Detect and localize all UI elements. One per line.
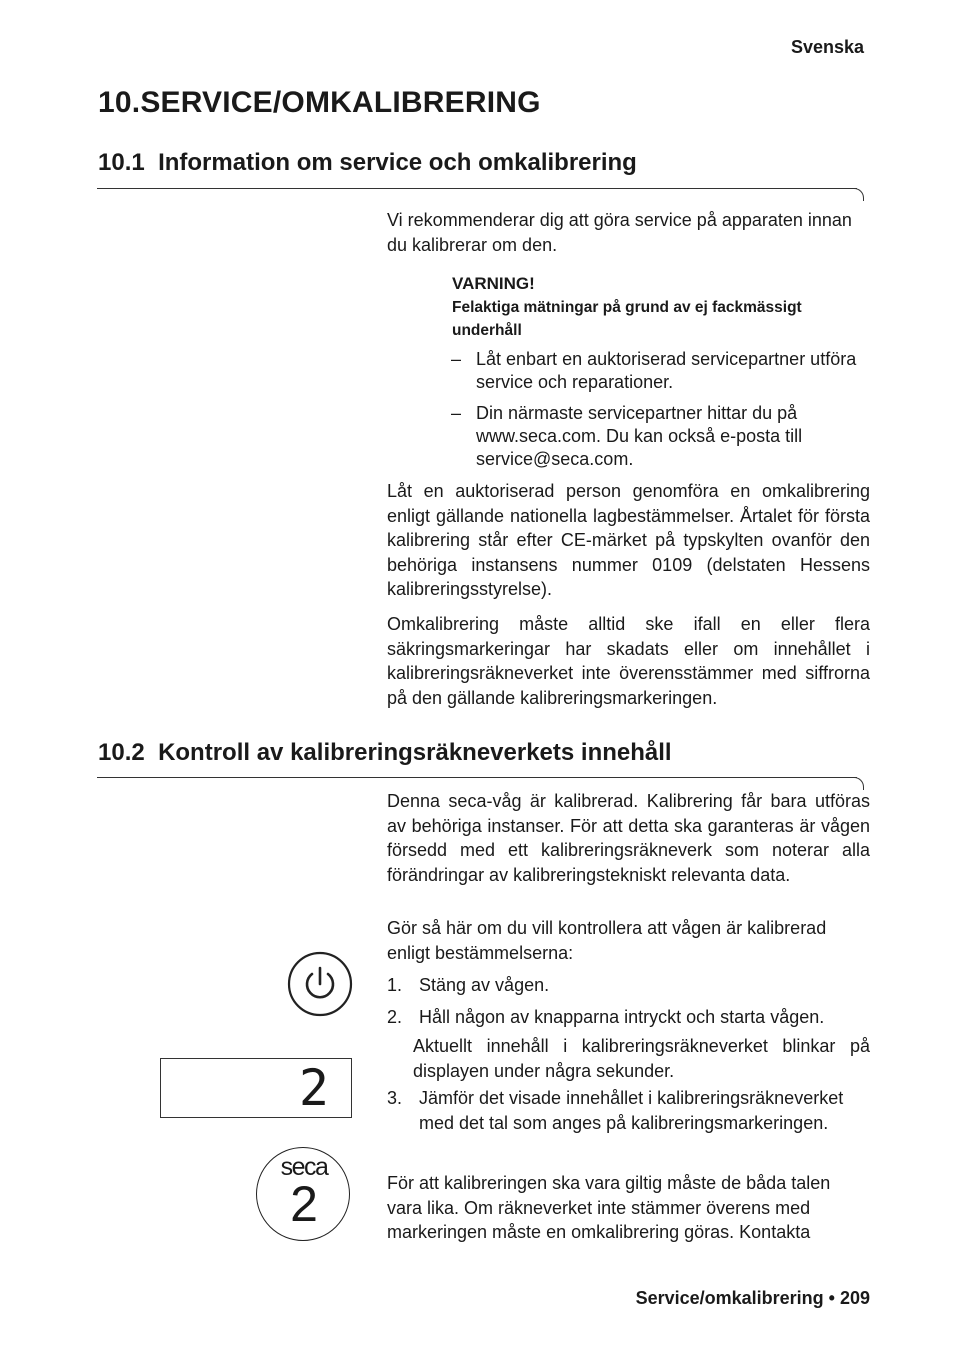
language-label: Svenska: [790, 37, 864, 57]
chapter-number: 10.: [98, 86, 141, 119]
step-text: Håll någon av knapparna intryckt och starta vågen.: [419, 1007, 825, 1027]
bullet-dash: –: [451, 403, 462, 423]
section-1-number: 10.1: [98, 149, 145, 176]
chapter-title-text: SERVICE/OMKALIBRERING: [140, 86, 541, 119]
step-text: Jämför det visade innehållet i kalibreringsräkneverket med det tal som anges på kalibreringsmarkeringen.: [419, 1088, 844, 1133]
section-1-title-text: Information om service och omkalibrering: [158, 149, 637, 176]
section-2-title: [98, 739, 672, 767]
section-2-number: 10.2: [98, 739, 145, 766]
step-item: [387, 1005, 870, 1030]
section-2-title-text: Kontroll av kalibreringsräkneverkets innehåll: [158, 739, 672, 766]
bullet-text: Din närmaste servicepartner hittar du på www.seca.com. Du kan också e-posta till service@seca.com.: [476, 403, 803, 469]
step-2-note: Aktuellt innehåll i kalibreringsräkneverket blinkar på displayen under några sekunder.: [413, 1036, 870, 1081]
step-number: 3.: [387, 1088, 403, 1108]
bullet-dash: –: [451, 349, 462, 369]
display-digit: 2: [298, 1059, 329, 1117]
section-2-paragraph: Denna seca-våg är kalibrerad. Kalibrering får bara utföras av behöriga instanser. För att detta ska garanteras är vågen försedd med ett kalibreringsräkneverk som noterar alla förändringar av kalibreringstekniskt relevanta data.: [387, 791, 870, 885]
seal-number: 2: [290, 1176, 318, 1232]
warning-bullet: [451, 402, 871, 471]
seal-brand: seca: [280, 1153, 328, 1181]
step-text: Stäng av vågen.: [419, 975, 550, 995]
section-1-rule-hook: [853, 188, 864, 201]
chapter-title: [98, 86, 541, 120]
warning-bullet: [451, 348, 871, 394]
section-1-rule: [97, 188, 857, 189]
section-1-paragraph: Låt en auktoriserad person genomföra en omkalibrering enligt gällande nationella lagbestämmelser. Årtalet för första kalibrering står efter CE-märket på typskylten ovanför den behöriga instansens nummer 0109 (delstaten Hessens kalibreringsstyrelse).: [387, 481, 870, 600]
page-footer: Service/omkalibrering • 209: [635, 1288, 870, 1308]
step-number: 1.: [387, 975, 403, 995]
power-button-figure: [287, 951, 353, 1017]
section-2-paragraph: För att kalibreringen ska vara giltig måste de båda talen vara lika. Om räkneverket inte stämmer överens med markeringen måste en omkalibrering göras. Kontakta: [387, 1173, 831, 1243]
bullet-text: Låt enbart en auktoriserad servicepartner utföra service och reparationer.: [476, 349, 857, 392]
step-item: [387, 1086, 870, 1135]
step-item: [387, 973, 870, 998]
warning-subtitle: Felaktiga mätningar på grund av ej fackmässigt underhåll: [452, 299, 802, 339]
warning-title: VARNING!: [452, 274, 535, 293]
section-2-paragraph: Gör så här om du vill kontrollera att vågen är kalibrerad enligt bestämmelserna:: [387, 918, 827, 963]
section-1-intro: Vi rekommenderar dig att göra service på apparaten innan du kalibrerar om den.: [387, 210, 852, 255]
section-1-paragraph: Omkalibrering måste alltid ske ifall en eller flera säkringsmarkeringar har skadats eller om innehållet i kalibreringsräkneverket inte överensstämmer med siffrorna på den gällande kalibreringsmarkeringen.: [387, 614, 870, 708]
power-icon: [287, 951, 353, 1017]
step-number: 2.: [387, 1007, 403, 1027]
calibration-seal: [256, 1147, 350, 1241]
scale-display: [160, 1058, 352, 1118]
section-2-rule: [97, 777, 857, 778]
section-1-title: [98, 149, 637, 177]
